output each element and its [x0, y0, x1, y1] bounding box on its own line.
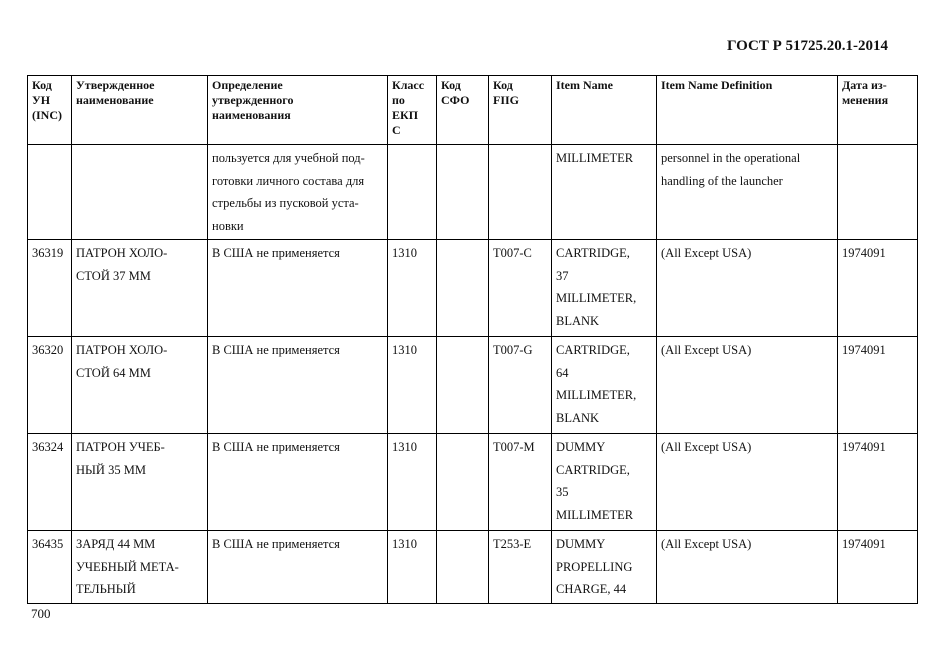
cell-definition: В США не применяется: [208, 240, 388, 337]
column-header-sfo: Код СФО: [437, 76, 489, 145]
cell-approved-name: [72, 145, 208, 240]
cell-class: 1310: [388, 531, 437, 604]
cell-definition: пользуется для учебной под- готовки личного состава для стрельбы из пусковой уста- новки: [208, 145, 388, 240]
cell-item-name: CARTRIDGE, 37 MILLIMETER, BLANK: [552, 240, 657, 337]
cell-class: 1310: [388, 434, 437, 531]
cell-item-name: MILLIMETER: [552, 145, 657, 240]
cell-class: [388, 145, 437, 240]
column-header-approved-name: Утвержденное наименование: [72, 76, 208, 145]
cell-item-name: CARTRIDGE, 64 MILLIMETER, BLANK: [552, 337, 657, 434]
cell-item-name-definition: (All Except USA): [657, 531, 838, 604]
cell-change-date: [838, 145, 918, 240]
cell-item-name-definition: (All Except USA): [657, 434, 838, 531]
column-header-item-name: Item Name: [552, 76, 657, 145]
cell-sfo: [437, 145, 489, 240]
cell-inc: 36324: [28, 434, 72, 531]
cell-change-date: 1974091: [838, 337, 918, 434]
column-header-fiig: Код FIIG: [489, 76, 552, 145]
table-header-row: [28, 76, 918, 145]
cell-fiig: T007-M: [489, 434, 552, 531]
column-header-item-name-definition: Item Name Definition: [657, 76, 838, 145]
cell-inc: 36319: [28, 240, 72, 337]
cell-item-name: DUMMY CARTRIDGE, 35 MILLIMETER: [552, 434, 657, 531]
cell-definition: В США не применяется: [208, 337, 388, 434]
column-header-inc: Код УН (INC): [28, 76, 72, 145]
cell-sfo: [437, 240, 489, 337]
cell-approved-name: ПАТРОН ХОЛО- СТОЙ 37 ММ: [72, 240, 208, 337]
cell-approved-name: ПАТРОН УЧЕБ- НЫЙ 35 ММ: [72, 434, 208, 531]
column-header-class: Класс по ЕКП С: [388, 76, 437, 145]
cell-approved-name: ЗАРЯД 44 ММ УЧЕБНЫЙ МЕТА- ТЕЛЬНЫЙ: [72, 531, 208, 604]
cell-inc: 36435: [28, 531, 72, 604]
table-row: [28, 240, 918, 337]
table-row: [28, 434, 918, 531]
column-header-change-date: Дата из- менения: [838, 76, 918, 145]
data-table: [27, 75, 918, 604]
page-number: 700: [31, 606, 51, 621]
cell-fiig: T007-G: [489, 337, 552, 434]
cell-item-name-definition: (All Except USA): [657, 337, 838, 434]
cell-definition: В США не применяется: [208, 531, 388, 604]
cell-fiig: T007-C: [489, 240, 552, 337]
table-row: [28, 531, 918, 604]
table-row: [28, 145, 918, 240]
column-header-definition: Определение утвержденного наименования: [208, 76, 388, 145]
cell-approved-name: ПАТРОН ХОЛО- СТОЙ 64 ММ: [72, 337, 208, 434]
table-row: [28, 337, 918, 434]
cell-sfo: [437, 434, 489, 531]
cell-item-name: DUMMY PROPELLING CHARGE, 44: [552, 531, 657, 604]
cell-class: 1310: [388, 240, 437, 337]
cell-definition: В США не применяется: [208, 434, 388, 531]
cell-change-date: 1974091: [838, 434, 918, 531]
cell-inc: [28, 145, 72, 240]
cell-change-date: 1974091: [838, 240, 918, 337]
document-header: ГОСТ Р 51725.20.1-2014: [726, 38, 888, 54]
cell-inc: 36320: [28, 337, 72, 434]
cell-class: 1310: [388, 337, 437, 434]
cell-item-name-definition: (All Except USA): [657, 240, 838, 337]
cell-fiig: T253-E: [489, 531, 552, 604]
cell-change-date: 1974091: [838, 531, 918, 604]
cell-item-name-definition: personnel in the operational handling of the launcher: [657, 145, 838, 240]
cell-sfo: [437, 337, 489, 434]
cell-sfo: [437, 531, 489, 604]
cell-fiig: [489, 145, 552, 240]
